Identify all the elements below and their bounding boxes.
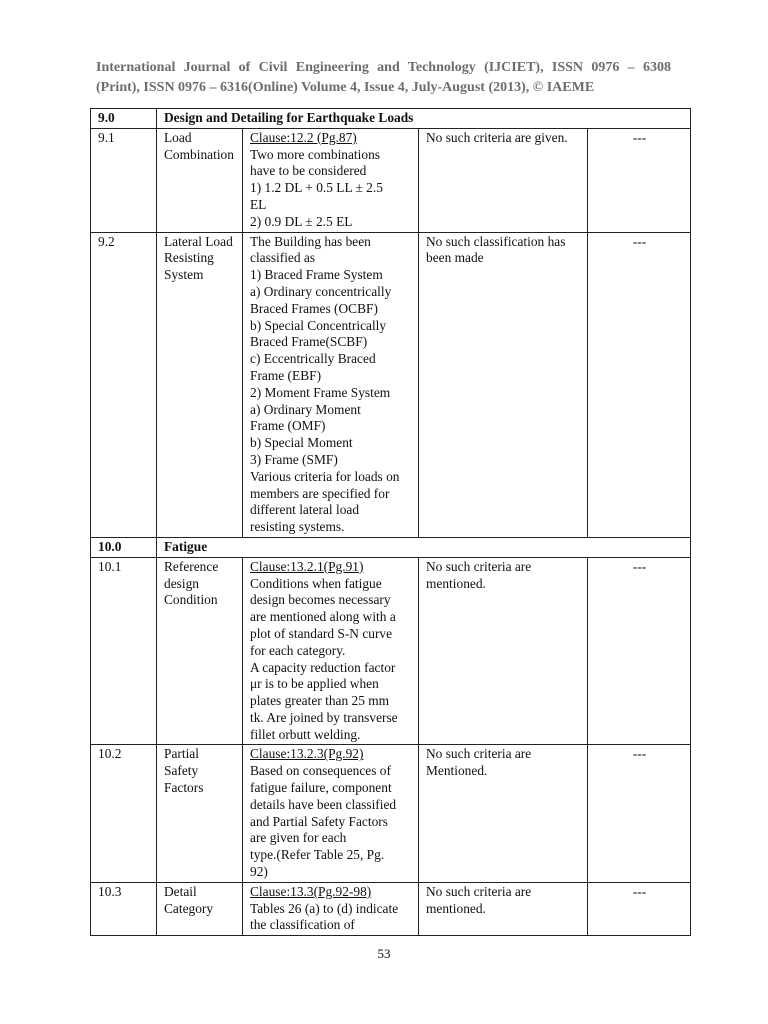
topic-line: Detail [164,883,197,899]
row-remark: --- [588,882,691,935]
detail-line: for each category. [250,642,346,658]
row-comparison [419,128,588,232]
row-topic [157,557,243,745]
topic-line: Partial Safety [164,746,199,779]
clause-reference: Clause:12.2 (Pg.87) [250,129,357,145]
row-id: 10.1 [91,557,157,745]
journal-header [96,58,671,98]
table-row [91,232,691,537]
detail-line: Based on consequences of [250,763,391,779]
detail-line: Conditions when fatigue [250,575,382,591]
detail-line: and Partial Safety Factors [250,813,388,829]
header-line-2: (Print), ISSN 0976 – 6316(Online) Volume 4, Issue 4, July-August (2013), © IAEME [96,80,595,95]
detail-line: tk. Are joined by transverse [250,709,398,725]
detail-line: Frame (EBF) [250,367,322,383]
clause-reference: Clause:13.3(Pg.92-98) [250,883,372,899]
detail-line: c) Eccentrically Braced [250,351,376,367]
section-header-row [91,537,691,557]
detail-line: 3) Frame (SMF) [250,451,338,467]
clause-reference: Clause:13.2.1(Pg.91) [250,558,364,574]
row-remark: --- [588,557,691,745]
row-comparison [419,745,588,882]
detail-line: a) Ordinary concentrically [250,283,392,299]
detail-line: plot of standard S-N curve [250,625,393,641]
section-title: Fatigue [157,537,691,557]
row-details [243,745,419,882]
detail-line: details have been classified [250,796,397,812]
row-comparison [419,882,588,935]
table-row [91,128,691,232]
detail-line: b) Special Concentrically [250,317,387,333]
topic-line: Resisting [164,250,214,266]
table-row [91,557,691,745]
section-number: 10.0 [91,537,157,557]
table-row [91,882,691,935]
detail-line: are mentioned along with a [250,609,396,625]
comparison-line: been made [426,250,484,266]
section-header-row [91,109,691,129]
detail-line: members are specified for [250,485,390,501]
row-id: 10.3 [91,882,157,935]
row-id: 9.2 [91,232,157,537]
section-number: 9.0 [91,109,157,129]
detail-line: a) Ordinary Moment [250,401,361,417]
comparison-line: Mentioned. [426,763,488,779]
row-id: 10.2 [91,745,157,882]
row-details [243,232,419,537]
detail-line: resisting systems. [250,519,345,535]
detail-line: 2) Moment Frame System [250,384,391,400]
row-topic [157,128,243,232]
row-remark: --- [588,232,691,537]
topic-line: System [164,267,204,283]
topic-line: Reference [164,558,219,574]
detail-line: classified as [250,250,316,266]
detail-line: A capacity reduction factor [250,659,396,675]
table-row [91,745,691,882]
row-comparison [419,557,588,745]
comparison-line: mentioned. [426,575,486,591]
detail-line: the classification of [250,917,355,933]
detail-line: plates greater than 25 mm [250,693,390,709]
row-remark: --- [588,745,691,882]
comparison-line: No such criteria are [426,558,532,574]
row-topic [157,232,243,537]
detail-line: design becomes necessary [250,592,391,608]
header-line-1: International Journal of Civil Engineering and Technology (IJCIET), ISSN 0976 – 6308 [96,60,671,75]
topic-line: Factors [164,780,204,796]
detail-line: Frame (OMF) [250,418,326,434]
topic-line: Combination [164,146,234,162]
row-topic [157,745,243,882]
row-id: 9.1 [91,128,157,232]
row-details [243,557,419,745]
comparison-line: No such criteria are [426,883,532,899]
detail-line: 92) [250,864,268,880]
detail-line: Two more combinations [250,146,380,162]
detail-line: 1) 1.2 DL + 0.5 LL ± 2.5 [250,180,383,196]
row-remark: --- [588,128,691,232]
page-number: 53 [377,946,391,961]
topic-line: design [164,575,199,591]
detail-line: fillet orbutt welding. [250,726,361,742]
comparison-table [90,108,691,936]
comparison-line: No such criteria are [426,746,532,762]
detail-line: Braced Frame(SCBF) [250,334,368,350]
detail-line: EL [250,196,267,212]
row-comparison [419,232,588,537]
clause-reference: Clause:13.2.3(Pg.92) [250,746,364,762]
detail-line: The Building has been [250,233,371,249]
topic-line: Lateral Load [164,233,233,249]
row-topic [157,882,243,935]
detail-line: fatigue failure, component [250,780,392,796]
detail-line: μr is to be applied when [250,676,379,692]
comparison-line: No such classification has [426,233,566,249]
comparison-line: mentioned. [426,900,486,916]
topic-line: Condition [164,592,218,608]
detail-line: b) Special Moment [250,435,353,451]
detail-line: 1) Braced Frame System [250,267,383,283]
detail-line: Braced Frames (OCBF) [250,300,378,316]
row-details [243,128,419,232]
topic-line: Load [164,129,192,145]
detail-line: are given for each [250,830,347,846]
topic-line: Category [164,900,214,916]
detail-line: 2) 0.9 DL ± 2.5 EL [250,213,353,229]
detail-line: Tables 26 (a) to (d) indicate [250,900,399,916]
detail-line: type.(Refer Table 25, Pg. [250,847,385,863]
detail-line: different lateral load [250,502,360,518]
detail-line: Various criteria for loads on [250,468,400,484]
row-details [243,882,419,935]
detail-line: have to be considered [250,163,367,179]
section-title: Design and Detailing for Earthquake Loads [157,109,691,129]
comparison-line: No such criteria are given. [426,129,568,145]
